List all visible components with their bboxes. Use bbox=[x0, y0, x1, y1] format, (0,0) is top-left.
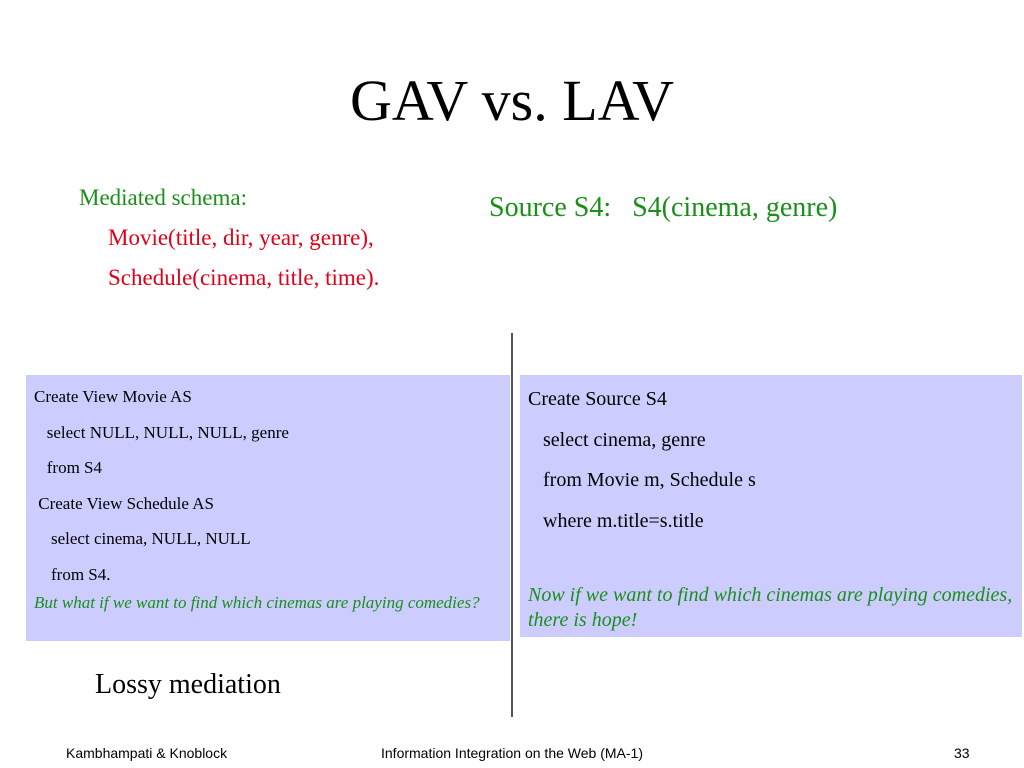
mediated-schema-heading: Mediated schema: bbox=[79, 185, 247, 210]
schema-movie: Movie(title, dir, year, genre), bbox=[108, 225, 374, 250]
lav-note: Now if we want to find which cinemas are playing comedies, there is hope! bbox=[528, 584, 1013, 631]
gav-line: Create View Schedule AS bbox=[34, 493, 214, 513]
gav-line: Create View Movie AS bbox=[34, 387, 192, 406]
footer-authors: Kambhampati & Knoblock bbox=[66, 745, 228, 761]
gav-note: But what if we want to find which cinemas are playing comedies? bbox=[34, 593, 480, 612]
lav-box bbox=[520, 375, 1022, 637]
lossy-mediation-caption: Lossy mediation bbox=[95, 669, 281, 700]
lav-line: where m.title=s.title bbox=[528, 509, 704, 532]
gav-line: select cinema, NULL, NULL bbox=[34, 529, 251, 548]
gav-box bbox=[26, 375, 510, 641]
source-s4-definition: Source S4: S4(cinema, genre) bbox=[489, 192, 838, 223]
footer-course-title: Information Integration on the Web (MA-1) bbox=[381, 745, 643, 761]
lav-line: select cinema, genre bbox=[528, 428, 706, 451]
slide-title: GAV vs. LAV bbox=[350, 68, 674, 133]
gav-line: from S4 bbox=[34, 458, 102, 477]
gav-line: select NULL, NULL, NULL, genre bbox=[34, 422, 289, 442]
footer-page-number: 33 bbox=[954, 745, 970, 761]
gav-line: from S4. bbox=[34, 564, 111, 584]
schema-schedule: Schedule(cinema, title, time). bbox=[108, 265, 380, 290]
lav-line: Create Source S4 bbox=[528, 388, 667, 410]
lav-line: from Movie m, Schedule s bbox=[528, 469, 756, 491]
mediated-schema bbox=[79, 178, 379, 298]
column-divider bbox=[511, 333, 513, 717]
